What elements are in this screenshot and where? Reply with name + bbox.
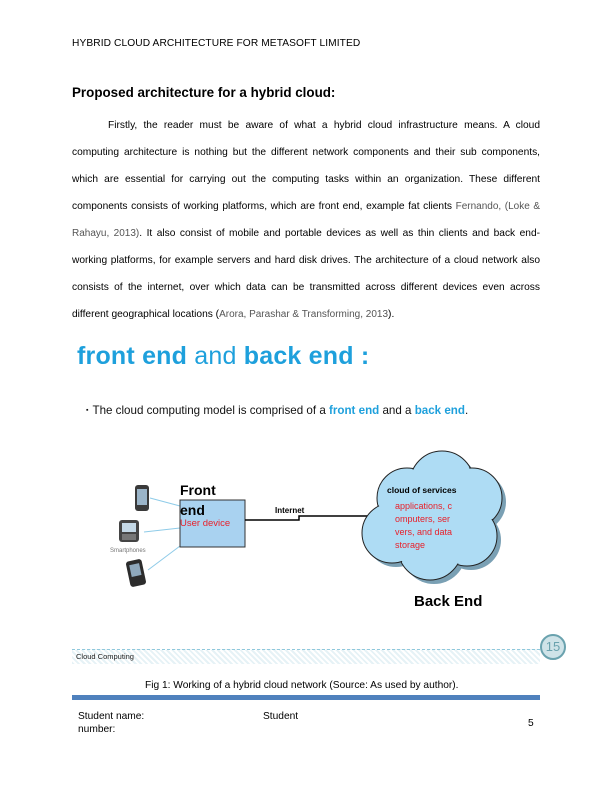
slide-footer-bar: [72, 649, 540, 664]
connector-line: [144, 528, 180, 532]
internet-label: Internet: [275, 506, 305, 515]
cloud-title: cloud of services: [387, 485, 457, 495]
internet-connection-line: [245, 516, 372, 520]
back-end-label: Back End: [414, 593, 483, 610]
page-number: 5: [528, 718, 534, 729]
cloud-line-2: omputers, ser: [395, 514, 451, 524]
bullet-end: .: [464, 404, 469, 417]
smartphone-icon: [135, 485, 149, 511]
footer-rule: [72, 695, 540, 700]
bullet-back-end: back end: [414, 404, 465, 417]
paragraph-part-2: . It also consist of mobile and portable devices as well as thin clients and back end-working platforms, for example servers and hard disk drives. The architecture of a cloud network also consists of the internet, over which data can be transmitted across different devices even across different geographical locations (: [72, 228, 541, 320]
smartphone-icon: [125, 559, 146, 588]
slide-title-front: front end: [77, 342, 188, 370]
citation-1: Fernando, (Loke & Rahayu, 2013): [72, 201, 541, 239]
citation-2: Arora, Parashar & Transforming, 2013: [219, 309, 389, 320]
figure-slide: [72, 338, 540, 664]
slide-number-badge: 15: [540, 634, 566, 660]
cloud-line-3: vers, and data: [395, 527, 453, 537]
slide-footer-label: Cloud Computing: [76, 652, 134, 661]
connector-line: [150, 498, 180, 506]
connector-line: [148, 546, 180, 570]
cloud-line-1: applications, c: [395, 501, 453, 511]
number-label: number:: [78, 724, 116, 735]
section-title: Proposed architecture for a hybrid cloud:: [72, 85, 336, 100]
running-header: HYBRID CLOUD ARCHITECTURE FOR METASOFT LIMITED: [72, 38, 361, 49]
slide-title-back: back end :: [243, 342, 370, 370]
bullet-icon: ▪: [86, 407, 89, 415]
slide-title-and: and: [194, 342, 237, 370]
paragraph-part-1: Firstly, the reader must be aware of what a hybrid cloud infrastructure means. A cloud computing architecture is nothing but the different network components and their sub components, which are essential for carrying out the computing tasks within an organization. These different components consists of working platforms, which are front end, example fat clients: [72, 120, 540, 212]
architecture-diagram: [72, 338, 540, 664]
bullet-front-end: front end: [329, 404, 380, 417]
body-paragraph: [72, 112, 540, 328]
bullet-text: The cloud computing model is comprised of a: [92, 404, 329, 417]
student-label: Student: [263, 711, 299, 722]
front-end-label-line-2: end: [180, 502, 205, 518]
bullet-mid: and a: [379, 404, 415, 417]
smartphone-icon: [119, 520, 139, 542]
front-end-label-line-1: Front: [180, 482, 216, 498]
user-device-label: User device: [180, 518, 231, 529]
student-name-label: Student name:: [78, 711, 145, 722]
cloud-line-4: storage: [395, 540, 426, 550]
paragraph-part-3: ).: [388, 309, 395, 320]
figure-caption: Fig 1: Working of a hybrid cloud network (Source: As used by author).: [145, 680, 459, 691]
smartphones-label: Smartphones: [110, 548, 146, 554]
